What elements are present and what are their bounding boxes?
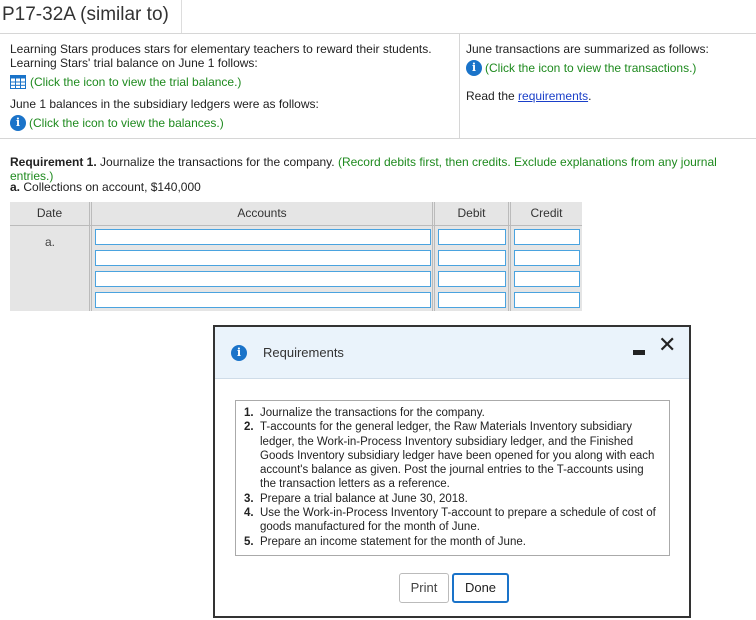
- requirement-number: 2.: [244, 421, 254, 434]
- requirement-label: Requirement 1.: [10, 155, 97, 169]
- read-suffix: .: [588, 89, 592, 103]
- intro-line-1: Learning Stars produces stars for elementary teachers to reward their students.: [10, 42, 432, 56]
- requirements-list-box: [235, 400, 670, 556]
- table-icon[interactable]: [10, 75, 26, 89]
- requirement-item: [244, 406, 661, 420]
- title-divider: [181, 0, 182, 33]
- transactions-link-text[interactable]: (Click the icon to view the transactions.): [485, 61, 697, 75]
- transaction-text: Collections on account, $140,000: [20, 180, 201, 194]
- account-input[interactable]: [95, 229, 431, 245]
- column-divider: [432, 202, 435, 311]
- credit-input[interactable]: [514, 271, 580, 287]
- credit-input[interactable]: [514, 292, 580, 308]
- header-date: Date: [36, 206, 63, 220]
- header-row-divider: [10, 225, 582, 226]
- requirement-item: [244, 492, 661, 506]
- requirements-dialog: [213, 325, 691, 618]
- requirement-number: 4.: [244, 507, 254, 520]
- dialog-title: Requirements: [263, 345, 344, 360]
- read-requirements-line: [466, 89, 751, 103]
- requirements-list: [244, 406, 661, 549]
- requirement-number: 1.: [244, 407, 254, 419]
- header-credit: Credit: [530, 206, 563, 220]
- requirement-text: T-accounts for the general ledger, the Raw Materials Inventory subsidiary ledger, the Work-in-Process Inventory subsidiary ledger, and the Finished Goods Inventory subsidiary ledger have been opened for you along with each account's balance as given. Post the journal entries to the T-accounts using the transaction letters as a reference.: [260, 421, 655, 491]
- close-icon[interactable]: ✕: [658, 333, 677, 358]
- info-icon: i: [231, 345, 247, 361]
- column-divider: [89, 202, 92, 311]
- problem-intro: [10, 42, 450, 131]
- debit-input[interactable]: [438, 292, 506, 308]
- dialog-header: [215, 327, 689, 379]
- journal-entry-table: [10, 202, 582, 311]
- requirement-text: Journalize the transactions for the company.: [96, 155, 338, 169]
- account-input[interactable]: [95, 292, 431, 308]
- page-title: P17-32A (similar to): [2, 4, 169, 25]
- debit-input[interactable]: [438, 250, 506, 266]
- debit-input[interactable]: [438, 229, 506, 245]
- transactions-link[interactable]: [466, 60, 751, 76]
- done-button[interactable]: Done: [452, 573, 509, 603]
- balances-link[interactable]: [10, 115, 450, 131]
- requirement-text: Use the Work-in-Process Inventory T-account to prepare a schedule of cost of goods manufactured for the month of June.: [260, 507, 656, 534]
- column-divider: [508, 202, 511, 311]
- requirement-item: [244, 420, 661, 491]
- requirement-text: Prepare an income statement for the month of June.: [260, 535, 526, 548]
- pane-divider: [459, 34, 460, 138]
- requirement-number: 3.: [244, 492, 254, 505]
- section-divider: [0, 138, 756, 139]
- trial-balance-link[interactable]: [10, 74, 450, 90]
- read-prefix: Read the: [466, 89, 519, 103]
- requirement-instruction: (Record debits first, then credits. Exclude explanations from any journal entries.): [10, 155, 717, 183]
- print-button[interactable]: Print: [399, 573, 449, 603]
- header-debit: Debit: [457, 206, 486, 220]
- requirement-text: Journalize the transactions for the company.: [260, 407, 485, 419]
- info-icon[interactable]: i: [466, 60, 482, 76]
- credit-input[interactable]: [514, 250, 580, 266]
- debit-input[interactable]: [438, 271, 506, 287]
- account-input[interactable]: [95, 271, 431, 287]
- requirement-number: 5.: [244, 535, 254, 548]
- header-accounts: Accounts: [237, 206, 287, 220]
- requirements-link[interactable]: requirements: [518, 89, 589, 103]
- transaction-letter: a.: [10, 180, 21, 194]
- account-input[interactable]: [95, 250, 431, 266]
- intro-line-2: Learning Stars' trial balance on June 1 follows:: [10, 56, 258, 70]
- trial-balance-link-text[interactable]: (Click the icon to view the trial balance.): [30, 75, 242, 89]
- intro-line-3: June 1 balances in the subsidiary ledgers were as follows:: [10, 97, 319, 111]
- requirement-text: Prepare a trial balance at June 30, 2018.: [260, 492, 468, 505]
- requirement-item: [244, 506, 661, 535]
- problem-side-info: [466, 42, 751, 103]
- transaction-description: [10, 180, 201, 194]
- requirement-item: [244, 535, 661, 549]
- requirement-heading: [10, 155, 756, 183]
- header-divider: [0, 33, 756, 34]
- transactions-intro: June transactions are summarized as follows:: [466, 42, 709, 56]
- minimize-icon[interactable]: [633, 350, 645, 355]
- journal-date-cell: a.: [45, 235, 56, 249]
- info-icon[interactable]: i: [10, 115, 26, 131]
- balances-link-text[interactable]: (Click the icon to view the balances.): [29, 116, 224, 130]
- credit-input[interactable]: [514, 229, 580, 245]
